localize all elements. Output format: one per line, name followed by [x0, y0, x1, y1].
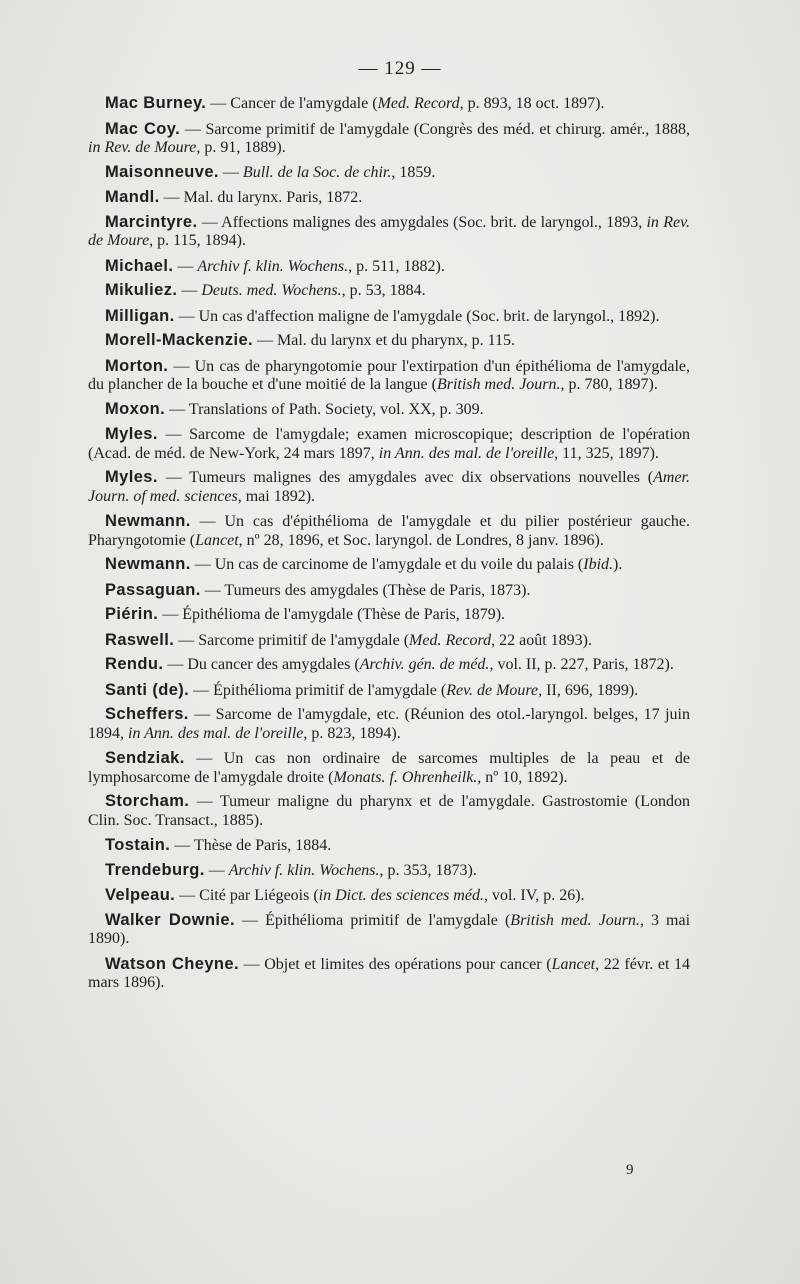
reference-text: , p. 511, 1882).	[348, 257, 445, 275]
entry-indent	[88, 426, 105, 443]
reference-text: — Translations of Path. Society, vol. XX, p. 309.	[169, 400, 484, 418]
reference-text: — Tumeur maligne du pharynx et de l'amygdale. Gastrostomie (London Clin. Soc. Transact., 1885).	[88, 793, 691, 829]
reference-title: British med. Journ.	[510, 911, 640, 929]
entry-indent	[88, 214, 105, 231]
reference-title: Med. Record	[409, 631, 492, 649]
reference-title: in Rev. de Moure	[88, 213, 691, 249]
author-name: Myles.	[105, 425, 158, 443]
reference-title: Lancet	[195, 531, 239, 549]
bibliography-entry	[88, 631, 690, 651]
entry-indent	[88, 706, 105, 723]
reference-text: , 22 févr. et 14 mars 1896).	[88, 955, 691, 991]
reference-text: —	[181, 282, 202, 299]
reference-text: — Sarcome primitif de l'amygdale (Congrès des méd. et chirurg. amér., 1888,	[184, 120, 690, 138]
reference-text: — Tumeurs malignes des amygdales avec dix observations nouvelles (	[165, 469, 654, 486]
author-name: Morell-Mackenzie.	[105, 331, 254, 349]
bibliography-entry	[88, 955, 690, 993]
entry-indent	[88, 887, 105, 904]
author-name: Velpeau.	[105, 886, 176, 904]
reference-text: , p. 823, 1894).	[303, 724, 401, 742]
author-name: Michael.	[105, 256, 174, 275]
bibliography-entry	[88, 281, 690, 301]
entry-indent	[88, 837, 105, 854]
reference-text: —	[177, 257, 198, 275]
page-number: — 129 —	[358, 58, 442, 79]
entry-indent	[88, 956, 105, 973]
reference-text: , p. 91, 1889).	[196, 139, 286, 156]
bibliography-entry	[88, 257, 690, 277]
reference-text: — Sarcome de l'amygdale, etc. (Réunion des otol.-laryngol. belges, 17 juin 1894,	[88, 706, 690, 742]
bibliography-entry	[88, 357, 690, 395]
author-name: Storcham.	[105, 792, 190, 810]
reference-text: , vol. II, p. 227, Paris, 1872).	[489, 656, 674, 673]
reference-text: , 1859.	[391, 163, 436, 181]
author-name: Rendu.	[105, 655, 164, 673]
reference-title: Rev. de Moure	[446, 681, 539, 699]
entry-indent	[88, 358, 105, 375]
bibliography-entry	[88, 886, 690, 906]
author-name: Mikuliez.	[105, 281, 178, 299]
entry-indent	[88, 282, 105, 299]
reference-text: — Un cas d'affection maligne de l'amygdale (Soc. brit. de laryngol., 1892).	[178, 307, 660, 325]
reference-text: , p. 115, 1894).	[149, 232, 246, 249]
bibliography-entry	[88, 581, 690, 601]
entry-indent	[88, 513, 105, 530]
reference-title: Ibid.	[583, 556, 614, 573]
entry-indent	[88, 632, 105, 649]
reference-text: — Épithélioma primitif de l'amygdale (	[193, 681, 447, 699]
bibliography-entry	[88, 307, 690, 327]
reference-title: Archiv f. klin. Wochens.	[228, 861, 380, 879]
bibliography-entry	[88, 512, 690, 550]
reference-title: Lancet	[551, 955, 596, 973]
author-name: Milligan.	[105, 306, 175, 325]
reference-title: Archiv f. klin. Wochens.	[197, 257, 349, 275]
reference-text: — Mal. du larynx. Paris, 1872.	[163, 189, 363, 206]
author-name: Mandl.	[105, 188, 160, 206]
reference-text: , p. 780, 1897).	[560, 376, 658, 393]
bibliography-entry	[88, 331, 690, 351]
author-name: Morton.	[105, 356, 169, 375]
entry-indent	[88, 308, 105, 325]
entry-indent	[88, 556, 105, 573]
reference-text: — Sarcome primitif de l'amygdale (	[178, 631, 410, 649]
reference-text: , vol. IV, p. 26).	[483, 887, 585, 904]
reference-text: — Mal. du larynx et du pharynx, p. 115.	[257, 332, 516, 349]
author-name: Raswell.	[105, 630, 175, 649]
entry-indent	[88, 189, 105, 206]
author-name: Mac Coy.	[105, 119, 181, 138]
entry-indent	[88, 332, 105, 349]
reference-text: — Affections malignes des amygdales (Soc. brit. de laryngol., 1893,	[201, 213, 647, 231]
bibliography-entry	[88, 792, 690, 830]
bibliography-entry	[88, 94, 690, 114]
bibliography-entry	[88, 555, 690, 575]
reference-title: Monats. f. Ohrenheilk.	[333, 768, 478, 786]
reference-text: , 3 mai 1890).	[88, 911, 691, 947]
reference-text: — Un cas de carcinome de l'amygdale et du voile du palais (	[194, 556, 584, 573]
bibliography-entry	[88, 213, 690, 251]
reference-text: — Du cancer des amygdales (	[167, 656, 360, 673]
bibliography-entry	[88, 163, 690, 183]
author-name: Newmann.	[105, 512, 191, 530]
reference-text: , p. 893, 18 oct. 1897).	[459, 95, 605, 112]
entry-indent	[88, 793, 105, 810]
entry-indent	[88, 606, 105, 623]
signature-mark: 9	[626, 1162, 634, 1178]
entry-indent	[88, 682, 105, 699]
entry-indent	[88, 656, 105, 673]
bibliography-entry	[88, 911, 690, 949]
bibliography-entry	[88, 188, 690, 208]
author-name: Mac Burney.	[105, 94, 207, 112]
reference-text: — Sarcome de l'amygdale; examen microscopique; description de l'opération (Acad. de méd. de New-York, 24 mars 1897,	[88, 426, 690, 462]
reference-text: —	[208, 861, 229, 879]
author-name: Newmann.	[105, 555, 191, 573]
reference-text: — Épithélioma de l'amygdale (Thèse de Paris, 1879).	[162, 606, 506, 623]
reference-text: — Objet et limites des opérations pour cancer (	[243, 955, 552, 973]
bibliography-entry	[88, 120, 690, 158]
reference-title: Amer. Journ. of med. sciences	[88, 469, 691, 505]
author-name: Passaguan.	[105, 580, 201, 599]
author-name: Moxon.	[105, 399, 166, 418]
reference-text: , 22 août 1893).	[491, 631, 592, 649]
author-name: Myles.	[105, 468, 158, 486]
bibliography-list	[88, 94, 690, 998]
reference-text: — Un cas non ordinaire de sarcomes multiples de la peau et de lymphosarcome de l'amygdale droite (	[88, 750, 691, 786]
bibliography-entry	[88, 655, 690, 675]
entry-indent	[88, 95, 105, 112]
reference-title: in Rev. de Moure	[88, 139, 197, 156]
author-name: Marcintyre.	[105, 212, 198, 231]
bibliography-entry	[88, 836, 690, 856]
entry-indent	[88, 750, 105, 767]
author-name: Sendziak.	[105, 749, 185, 767]
author-name: Watson Cheyne.	[105, 954, 239, 973]
reference-text: , mai 1892).	[237, 487, 316, 505]
reference-text: , nº 10, 1892).	[477, 768, 568, 786]
reference-text: — Un cas d'épithélioma de l'amygdale et du pilier postérieur gauche. Pharyngotomie (	[88, 513, 691, 549]
bibliography-entry	[88, 400, 690, 420]
entry-indent	[88, 469, 105, 486]
bibliography-entry	[88, 705, 690, 743]
entry-indent	[88, 258, 105, 275]
author-name: Santi (de).	[105, 680, 190, 699]
reference-title: Bull. de la Soc. de chir.	[242, 163, 392, 181]
author-name: Walker Downie.	[105, 910, 235, 929]
author-name: Maisonneuve.	[105, 162, 219, 181]
reference-text: — Un cas de pharyngotomie pour l'extirpation d'un épithélioma de l'amygdale, du plancher de la bouche et d'une moitié de la langue (	[88, 357, 691, 393]
author-name: Piérin.	[105, 605, 159, 623]
bibliography-entry	[88, 749, 690, 787]
reference-text: , nº 28, 1896, et Soc. laryngol. de Londres, 8 janv. 1896).	[238, 531, 604, 549]
reference-text: — Cité par Liégeois (	[179, 887, 319, 904]
reference-text: , II, 696, 1899).	[538, 681, 639, 699]
reference-text: , p. 353, 1873).	[379, 861, 477, 879]
author-name: Tostain.	[105, 836, 171, 854]
author-name: Scheffers.	[105, 705, 189, 723]
reference-text: — Thèse de Paris, 1884.	[174, 837, 332, 854]
entry-indent	[88, 862, 105, 879]
entry-indent	[88, 401, 105, 418]
reference-text: — Cancer de l'amygdale (	[210, 95, 378, 112]
reference-title: in Dict. des sciences méd.	[318, 887, 484, 904]
reference-title: Archiv. gén. de méd.	[359, 656, 490, 673]
reference-title: in Ann. des mal. de l'oreille	[128, 724, 304, 742]
reference-text: — Épithélioma primitif de l'amygdale (	[242, 911, 511, 929]
entry-indent	[88, 912, 105, 929]
entry-indent	[88, 164, 105, 181]
bibliography-entry	[88, 861, 690, 881]
reference-title: Deuts. med. Wochens.	[201, 282, 342, 299]
reference-title: British med. Journ.	[436, 376, 561, 393]
entry-indent	[88, 121, 105, 138]
bibliography-entry	[88, 605, 690, 625]
entry-indent	[88, 582, 105, 599]
reference-text: , p. 53, 1884.	[341, 282, 426, 299]
reference-text: ).	[613, 556, 623, 573]
reference-text: —	[222, 163, 243, 181]
reference-text: — Tumeurs des amygdales (Thèse de Paris, 1873).	[204, 581, 531, 599]
author-name: Trendeburg.	[105, 860, 205, 879]
bibliography-entry	[88, 681, 690, 701]
bibliography-entry	[88, 425, 690, 463]
reference-title: in Ann. des mal. de l'oreille	[378, 444, 555, 462]
bibliography-entry	[88, 468, 690, 506]
reference-text: , 11, 325, 1897).	[554, 444, 659, 462]
reference-title: Med. Record	[377, 95, 460, 112]
